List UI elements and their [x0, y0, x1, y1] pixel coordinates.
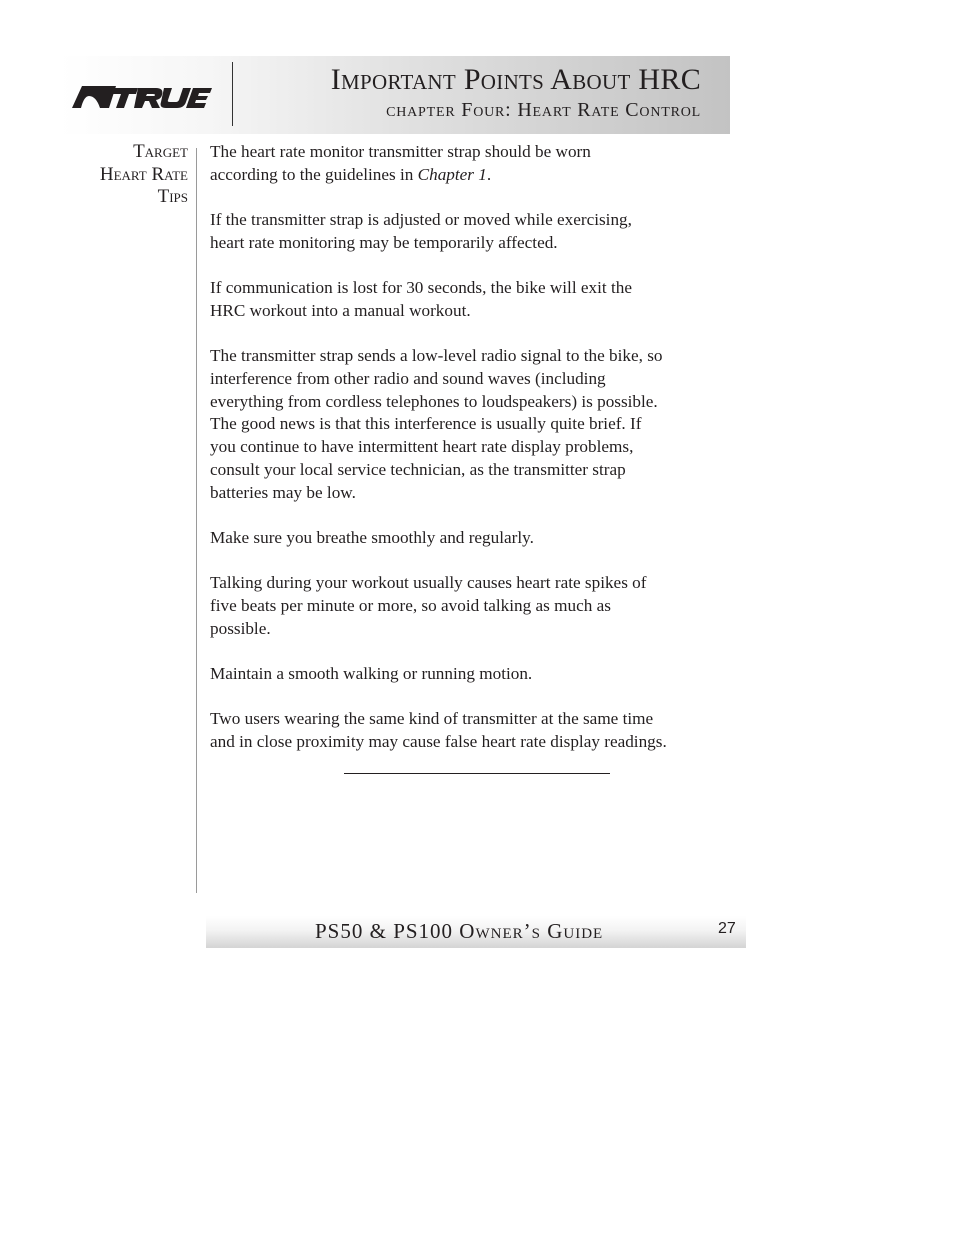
text-line: five beats per minute or more, so avoid talking as much as — [210, 595, 611, 615]
paragraph-breathe — [210, 527, 730, 550]
text-line: everything from cordless telephones to loudspeakers) is possible. — [210, 391, 658, 411]
side-heading-line: Tips — [157, 186, 188, 207]
paragraph-strap-wear — [210, 141, 730, 186]
side-heading-line: Target — [133, 141, 188, 162]
text-line: The transmitter strap sends a low-level radio signal to the bike, so — [210, 346, 663, 366]
paragraph-strap-moved — [210, 209, 730, 254]
text-run: according to the guidelines in — [210, 164, 418, 184]
header-divider — [232, 62, 233, 126]
chapter-reference: Chapter 1 — [417, 164, 487, 184]
text-line: and in close proximity may cause false heart rate display readings. — [210, 732, 667, 752]
text-line: Talking during your workout usually causes heart rate spikes of — [210, 573, 647, 593]
text-run: . — [486, 164, 492, 184]
paragraph-communication-lost — [210, 277, 730, 322]
section-side-heading — [48, 141, 188, 209]
text-line: possible. — [210, 618, 271, 638]
paragraph-two-users — [210, 708, 730, 753]
text-line: The good news is that this interference is usually quite brief. If — [210, 414, 642, 434]
text-line: The heart rate monitor transmitter strap should be worn — [210, 142, 591, 161]
side-heading-line: Heart Rate — [99, 163, 188, 185]
text-line: HRC workout into a manual workout. — [210, 300, 471, 320]
text-line: If communication is lost for 30 seconds, the bike will exit the — [210, 278, 632, 298]
page-number: 27 — [718, 920, 736, 937]
text-line: interference from other radio and sound waves (including — [210, 368, 606, 388]
footer-guide-title: PS50 & PS100 Owner’s Guide — [315, 919, 604, 943]
chapter-subtitle: chapter Four: Heart Rate Control — [386, 99, 701, 121]
true-logo — [72, 86, 212, 108]
column-rule — [196, 148, 197, 893]
body-content — [210, 141, 730, 777]
text-line: you continue to have intermittent heart rate display problems, — [210, 437, 634, 457]
page-title: Important Points About HRC — [330, 63, 701, 96]
text-line: batteries may be low. — [210, 482, 356, 502]
paragraph-motion — [210, 663, 730, 686]
text-line — [210, 164, 730, 187]
text-line: Two users wearing the same kind of transmitter at the same time — [210, 709, 654, 729]
text-line: If the transmitter strap is adjusted or moved while exercising, — [210, 210, 632, 230]
text-line: heart rate monitoring may be temporarily affected. — [210, 232, 558, 252]
text-line: Maintain a smooth walking or running motion. — [210, 664, 533, 684]
section-end-rule — [344, 773, 610, 774]
text-line: consult your local service technician, as the transmitter strap — [210, 459, 626, 479]
paragraph-interference — [210, 345, 730, 504]
paragraph-talking — [210, 572, 730, 640]
text-line: Make sure you breathe smoothly and regularly. — [210, 527, 534, 547]
